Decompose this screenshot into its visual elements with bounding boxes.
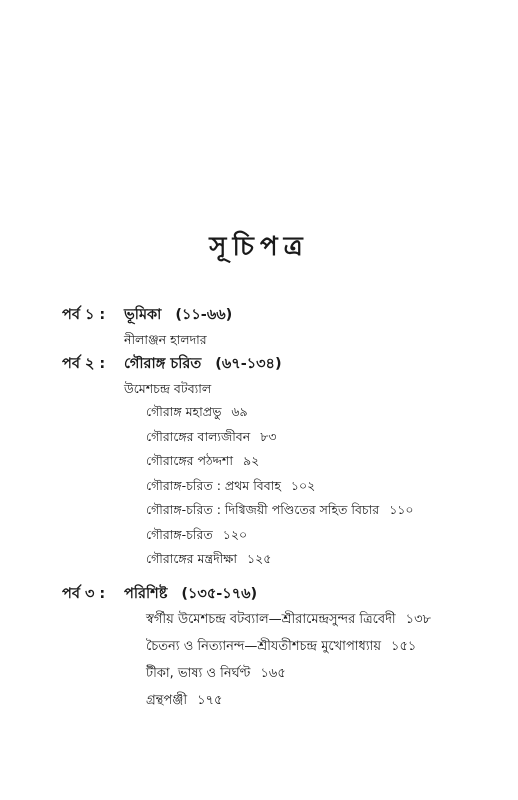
toc-entry [146,425,414,450]
entry-page: ১২০ [222,526,248,542]
entry-title: গৌরাঙ্গের মন্ত্রদীক্ষা [146,551,238,566]
entry-title: গ্রন্থপঞ্জী [146,693,188,708]
part-heading [62,304,232,328]
part-page-range: (৬৭-১৩৪) [215,356,282,372]
entry-page: ৮৩ [260,428,277,444]
entry-title: গৌরাঙ্গ মহাপ্রভু [146,404,222,419]
entry-title: গৌরাঙ্গের পঠদ্দশা [146,453,233,468]
entry-title: গৌরাঙ্গ-চরিত [146,526,213,542]
entry-title: স্বর্গীয় উমেশচন্দ্র বটব্যাল—শ্রীরামেন্দ্রসুন্দর ত্রিবেদী [146,612,396,627]
part-author: নীলাঞ্জন হালদার [124,332,207,347]
entry-page: ১১০ [389,502,414,517]
entry-title: টীকা, ভাষ্য ও নির্ঘণ্ট [146,666,251,681]
entry-page: ১৭৫ [197,693,223,708]
part-author: উমেশচন্দ্র বটব্যাল [124,381,212,396]
part-heading [62,583,257,607]
part-name: গৌরাঙ্গ চরিত [124,356,202,372]
entry-page: ১৫১ [391,639,417,654]
toc-entry [146,547,414,572]
part-label: পর্ব ১ : [62,307,106,323]
part-2-entries [146,400,414,572]
entry-page: ১৩৮ [405,612,431,627]
toc-entry [146,449,414,474]
part-1 [62,304,232,352]
toc-entry [146,660,431,687]
toc-entry [146,523,414,548]
entry-page: ১৬৫ [260,666,286,681]
entry-title: গৌরাঙ্গ-চরিত : প্রথম বিবাহ [146,477,281,493]
part-name: পরিশিষ্ট [124,586,168,602]
entry-page: ১২৫ [247,551,272,566]
toc-entry [146,474,414,499]
toc-entry [146,400,414,425]
entry-page: ৬৯ [231,404,248,419]
toc-entry [146,606,431,633]
entry-page: ৯২ [242,453,260,468]
part-2 [62,353,282,401]
part-3 [62,583,257,607]
part-3-entries [146,606,431,714]
part-page-range: (১৩৫-১৭৬) [181,586,258,602]
entry-title: চৈতন্য ও নিত্যানন্দ—শ্রীযতীশচন্দ্র মুখোপাধ্যায় [146,639,382,654]
entry-title: গৌরাঙ্গের বাল্যজীবন [146,428,251,444]
part-heading [62,353,282,377]
toc-entry [146,687,431,714]
part-label: পর্ব ৩ : [62,586,106,602]
part-page-range: (১১-৬৬) [175,307,233,323]
part-name: ভূমিকা [124,307,162,323]
toc-entry [146,633,431,660]
page-title: সূচিপত্র [209,232,309,262]
part-label: পর্ব ২ : [62,356,106,372]
entry-title: গৌরাঙ্গ-চরিত : দিগ্বিজয়ী পণ্ডিতের সহিত বিচার [146,502,380,517]
entry-page: ১০২ [290,477,316,493]
toc-entry [146,498,414,523]
